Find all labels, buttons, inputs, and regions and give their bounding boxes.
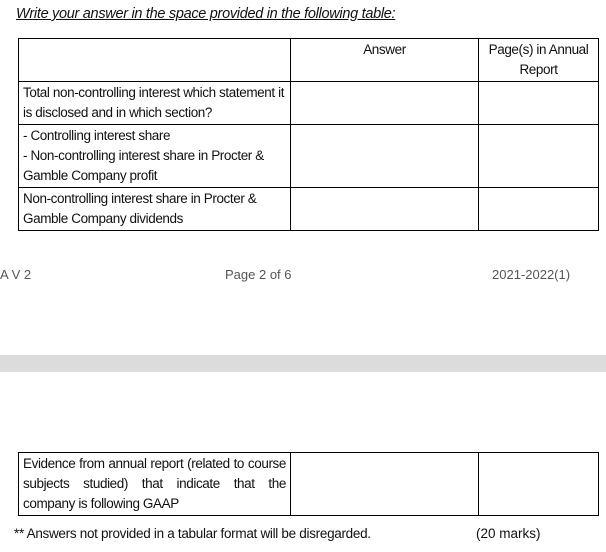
evidence-table — [18, 452, 599, 516]
page-break-divider — [0, 355, 606, 372]
answer-cell[interactable] — [291, 453, 479, 516]
answer-cell[interactable] — [291, 82, 479, 125]
pages-cell[interactable] — [479, 82, 599, 125]
footer-term: 2021-2022(1) — [492, 267, 571, 282]
footer-left: A V 2 — [0, 267, 32, 282]
answer-cell[interactable] — [291, 125, 479, 188]
pages-cell[interactable] — [479, 453, 599, 516]
row-label: Non-controlling interest share in Procter & Gamble Company dividends — [19, 188, 291, 231]
row-label: Evidence from annual report (related to course subjects studied) that indicate that the company is following GAAP — [19, 453, 291, 516]
header-answer: Answer — [291, 39, 479, 82]
format-note: ** Answers not provided in a tabular format will be disregarded. — [14, 526, 371, 541]
footer-page-number: Page 2 of 6 — [225, 267, 292, 282]
pages-cell[interactable] — [479, 125, 599, 188]
row-label: Total non-controlling interest which statement it is disclosed and in which section? — [19, 82, 291, 125]
table-row — [19, 125, 599, 188]
header-pages: Page(s) in Annual Report — [479, 39, 599, 82]
pages-cell[interactable] — [479, 188, 599, 231]
table-row — [19, 453, 599, 516]
answer-table — [18, 38, 599, 231]
marks-label: (20 marks) — [476, 526, 541, 541]
instruction-text: Write your answer in the space provided in the following table: — [16, 6, 396, 22]
table-row — [19, 188, 599, 231]
table-row — [19, 82, 599, 125]
table-header-row — [19, 39, 599, 82]
row-label: - Controlling interest share - Non-controlling interest share in Procter & Gamble Company profit — [19, 125, 291, 188]
header-label-cell — [19, 39, 291, 82]
answer-cell[interactable] — [291, 188, 479, 231]
